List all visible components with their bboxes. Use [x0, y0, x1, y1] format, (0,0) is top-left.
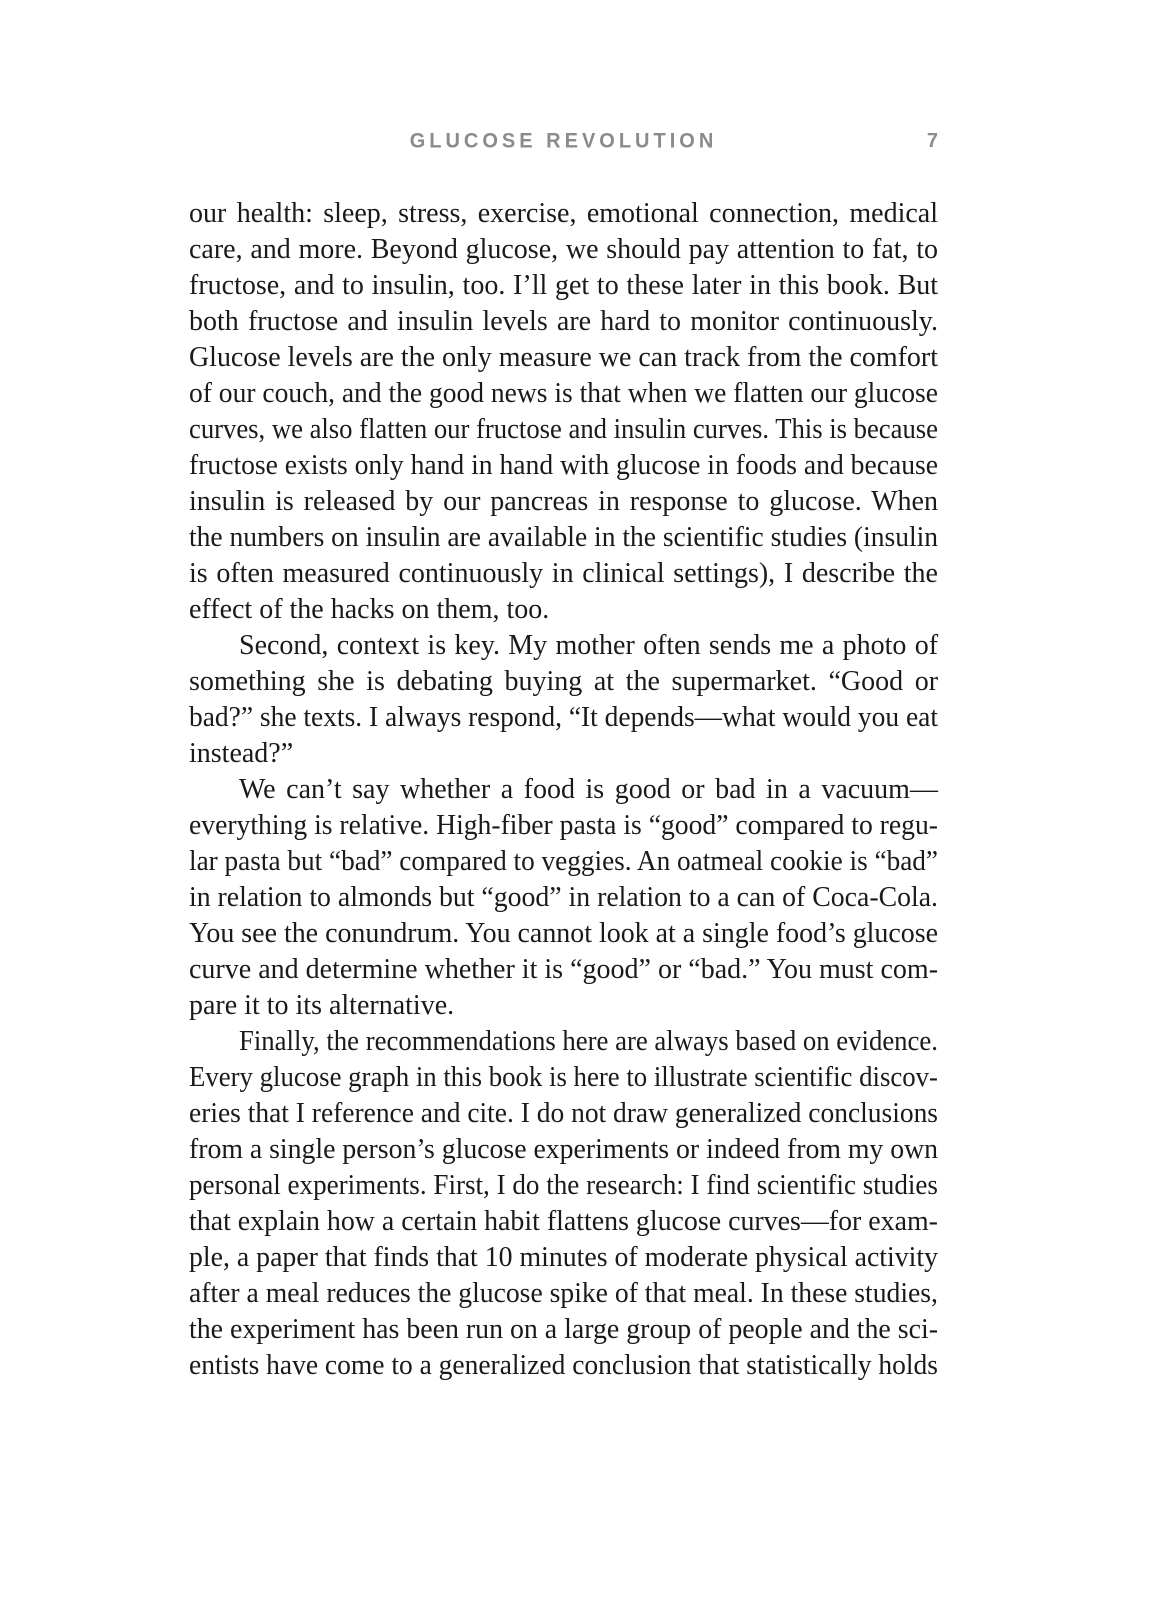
body-line: pare it to its alternative. [189, 990, 455, 1021]
body-line: instead?” [189, 738, 294, 769]
body-line: Second, context is key. My mother often sends me a photo of [239, 630, 939, 661]
body-line: our health: sleep, stress, exercise, emotional connection, medical [189, 198, 939, 229]
body-line: insulin is released by our pancreas in response to glucose. When [189, 486, 938, 517]
body-line: You see the conundrum. You cannot look at a single food’s glucose [189, 918, 939, 949]
body-line: bad?” she texts. I always respond, “It depends—what would you eat [189, 702, 938, 733]
body-line: after a meal reduces the glucose spike of that meal. In these studies, [189, 1278, 938, 1309]
body-line: of our couch, and the good news is that when we flatten our glucose [189, 378, 938, 409]
body-line: Glucose levels are the only measure we can track from the comfort [189, 342, 938, 373]
body-line: curves, we also flatten our fructose and insulin curves. This is because [189, 414, 938, 445]
body-line: is often measured continuously in clinical settings), I describe the [189, 558, 938, 589]
body-line: care, and more. Beyond glucose, we should pay attention to fat, to [189, 234, 939, 265]
body-line: from a single person’s glucose experiments or indeed from my own [189, 1134, 939, 1165]
body-line: effect of the hacks on them, too. [189, 594, 550, 625]
body-line: the numbers on insulin are available in the scientific studies (insulin [189, 522, 939, 553]
body-line: that explain how a certain habit flattens glucose curves—for exam- [189, 1206, 938, 1237]
body-line: something she is debating buying at the supermarket. “Good or [189, 666, 939, 697]
body-line: We can’t say whether a food is good or bad in a vacuum— [239, 774, 938, 805]
running-head: GLUCOSE REVOLUTION [409, 129, 718, 153]
body-line: everything is relative. High-fiber pasta is “good” compared to regu- [189, 810, 938, 841]
body-line: personal experiments. First, I do the research: I find scientific studies [189, 1170, 938, 1201]
body-line: in relation to almonds but “good” in relation to a can of Coca-Cola. [189, 882, 938, 913]
body-line: Finally, the recommendations here are always based on evidence. [239, 1026, 938, 1057]
page-number: 7 [926, 130, 938, 152]
body-line: both fructose and insulin levels are hard to monitor continuously. [189, 306, 938, 337]
body-line: fructose, and to insulin, too. I’ll get to these later in this book. But [189, 270, 939, 301]
body-line: ple, a paper that finds that 10 minutes of moderate physical activity [189, 1242, 939, 1273]
body-text [189, 196, 938, 1384]
body-line: curve and determine whether it is “good” or “bad.” You must com- [189, 954, 939, 985]
body-line: eries that I reference and cite. I do not draw generalized conclusions [189, 1098, 939, 1129]
body-line: Every glucose graph in this book is here to illustrate scientific discov- [189, 1062, 938, 1093]
body-line: fructose exists only hand in hand with glucose in foods and because [189, 450, 939, 481]
body-line: lar pasta but “bad” compared to veggies. An oatmeal cookie is “bad” [189, 846, 939, 877]
page-header [189, 128, 938, 154]
body-line: entists have come to a generalized conclusion that statistically holds [189, 1350, 938, 1381]
body-line: the experiment has been run on a large group of people and the sci- [189, 1314, 938, 1345]
